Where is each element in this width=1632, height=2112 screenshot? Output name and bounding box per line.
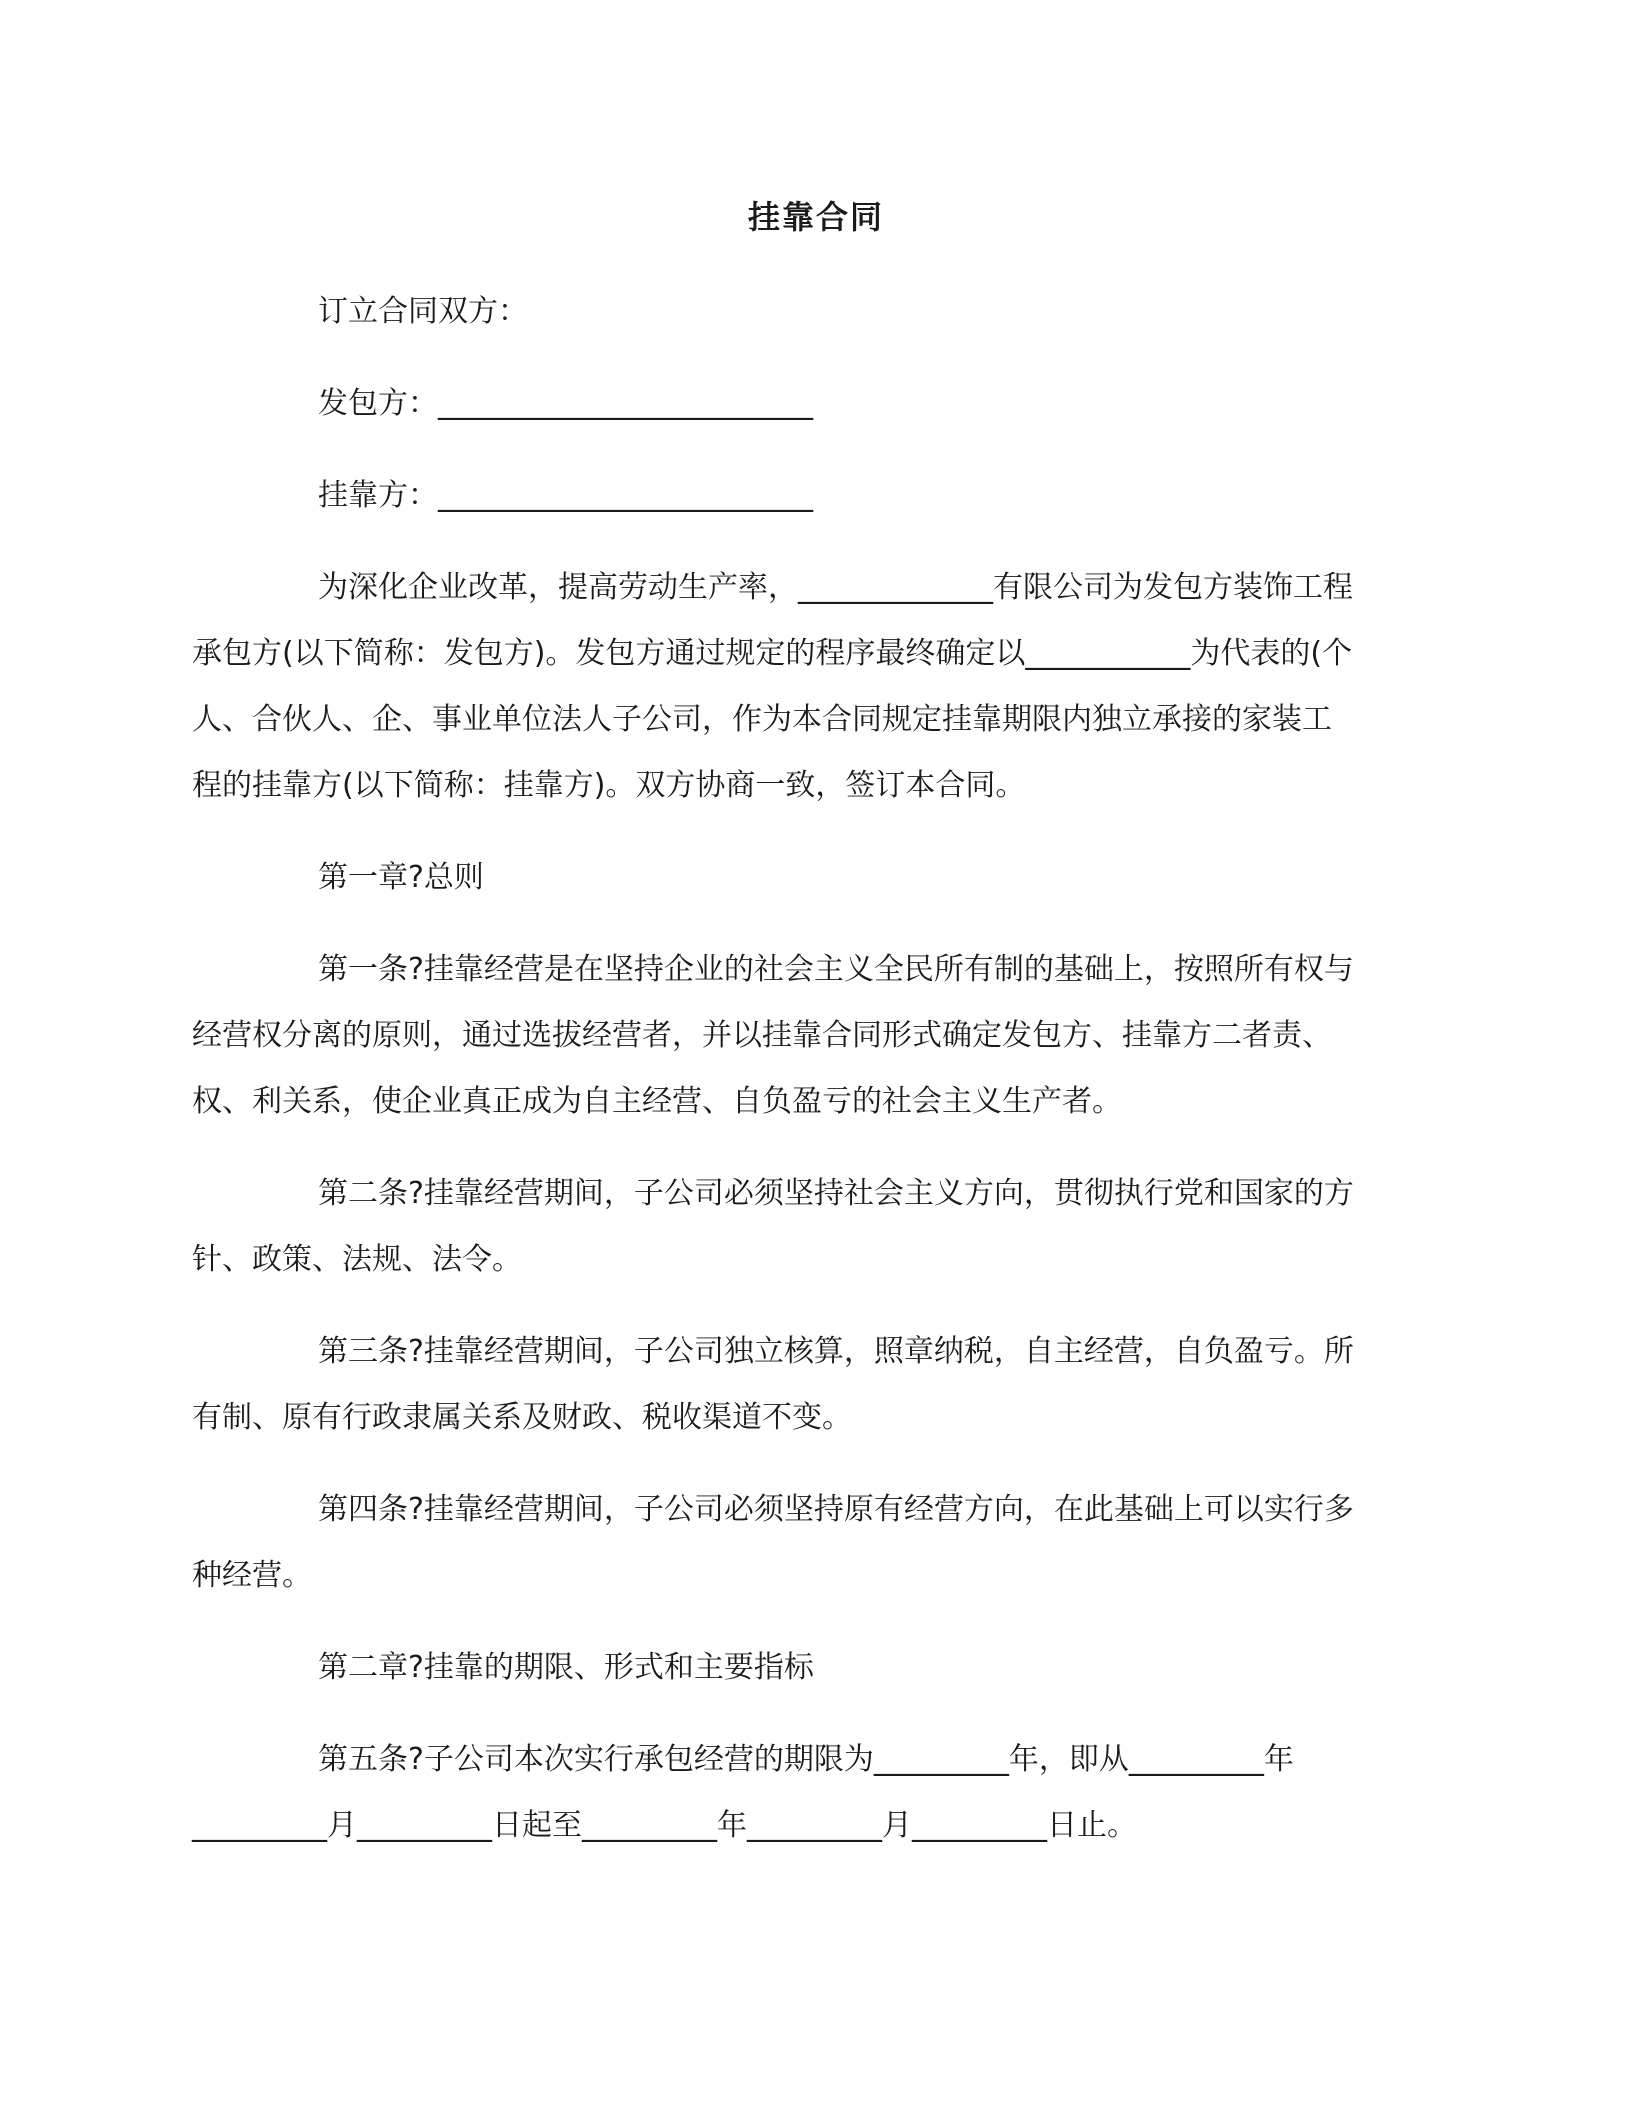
- article-5-line-1: 第五条?子公司本次实行承包经营的期限为_________年，即从_________年: [318, 1742, 1294, 1777]
- chapter-1-heading: 第一章?总则: [318, 860, 484, 895]
- preamble-line-1: 为深化企业改革，提高劳动生产率，_____________有限公司为发包方装饰工程: [318, 570, 1353, 605]
- article-3-line-2: 有制、原有行政隶属关系及财政、税收渠道不变。: [192, 1400, 852, 1435]
- article-4-line-2: 种经营。: [192, 1558, 312, 1593]
- document-title: 挂靠合同: [747, 198, 884, 236]
- article-1-line-2: 经营权分离的原则，通过选拔经营者，并以挂靠合同形式确定发包方、挂靠方二者责、: [192, 1018, 1332, 1053]
- article-4-line-1: 第四条?挂靠经营期间，子公司必须坚持原有经营方向，在此基础上可以实行多: [318, 1492, 1354, 1527]
- article-2-line-2: 针、政策、法规、法令。: [192, 1242, 522, 1277]
- article-2-line-1: 第二条?挂靠经营期间，子公司必须坚持社会主义方向，贯彻执行党和国家的方: [318, 1176, 1354, 1211]
- article-1-line-1: 第一条?挂靠经营是在坚持企业的社会主义全民所有制的基础上，按照所有权与: [318, 952, 1354, 987]
- article-3-line-1: 第三条?挂靠经营期间，子公司独立核算，照章纳税，自主经营，自负盈亏。所: [318, 1334, 1354, 1369]
- article-5-line-2: _________月_________日起至_________年_________月_________日止。: [192, 1808, 1137, 1843]
- affiliate-line: 挂靠方：_________________________: [318, 478, 813, 513]
- preamble-line-4: 程的挂靠方(以下简称：挂靠方)。双方协商一致，签订本合同。: [192, 768, 1026, 803]
- preamble-line-2: 承包方(以下简称：发包方)。发包方通过规定的程序最终确定以___________为代表的(个: [192, 636, 1353, 671]
- chapter-2-heading: 第二章?挂靠的期限、形式和主要指标: [318, 1650, 814, 1685]
- issuer-line: 发包方：_________________________: [318, 386, 813, 421]
- article-1-line-3: 权、利关系，使企业真正成为自主经营、自负盈亏的社会主义生产者。: [192, 1084, 1122, 1119]
- parties-heading: 订立合同双方：: [318, 294, 528, 329]
- preamble-line-3: 人、合伙人、企、事业单位法人子公司，作为本合同规定挂靠期限内独立承接的家装工: [192, 702, 1332, 737]
